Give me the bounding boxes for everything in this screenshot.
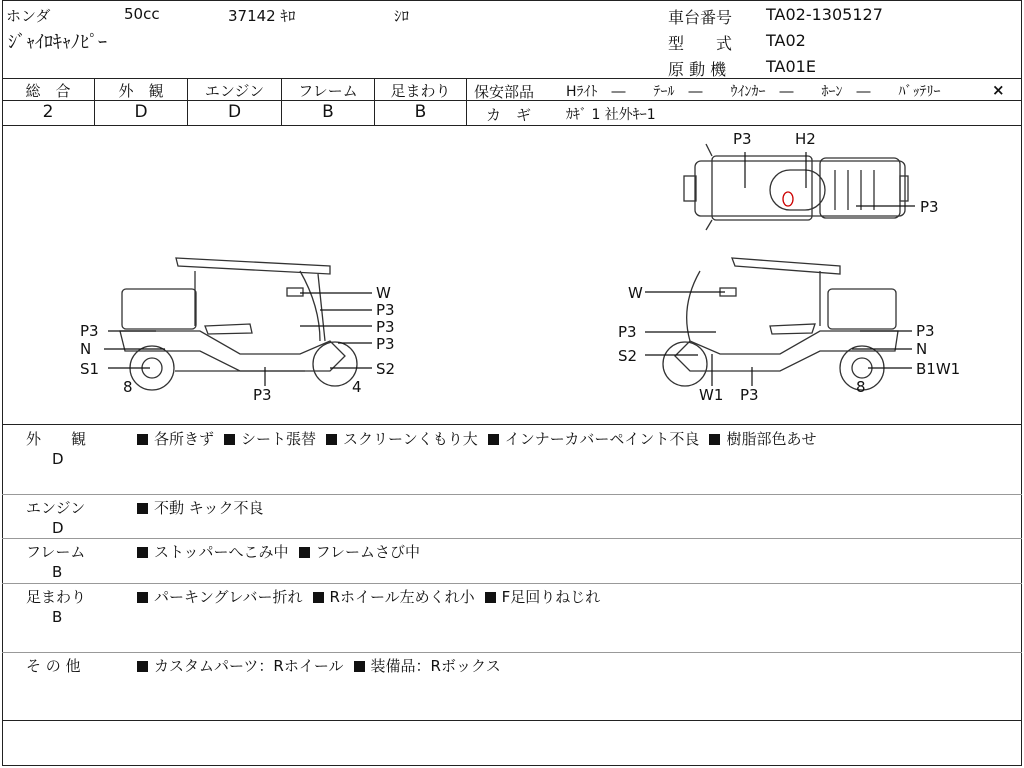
label-r-w1: W1 [699,386,724,404]
label-l-s1: S1 [80,360,100,378]
grade-engine: D [227,102,242,122]
note-item: 樹脂部色あせ [726,430,817,448]
label-r-p3a: P3 [618,323,637,341]
maker: ホンダ [6,7,51,25]
label-l-p3c: P3 [376,335,395,353]
key-value: ｶｷﾞ 1 社外ｷｰ1 [566,107,656,123]
note-items [137,655,511,676]
bullet-square-icon [313,592,324,603]
grade-frame: B [322,102,334,122]
engine-model-label: 原 動 機 [668,60,727,79]
battery-mark: × [992,81,1005,99]
type-value: TA02 [766,31,806,50]
bullet-square-icon [326,434,337,445]
note-grade: D [52,519,64,537]
label-r-b1w1: B1W1 [916,360,961,378]
grade-header-exterior: 外 観 [118,82,164,100]
note-category: 外 観 [26,430,87,448]
bullet-square-icon [137,592,148,603]
bullet-square-icon [299,547,310,558]
chassis-value: TA02-1305127 [766,5,883,24]
note-item: F足回りねじれ [501,588,601,606]
divider [2,78,1022,79]
note-item: シート張替 [241,430,317,448]
mileage: 37142 ｷﾛ [228,7,296,25]
note-item: スクリーンくもり大 [343,430,478,448]
label-l-p3b: P3 [376,318,395,336]
grade-header-engine: エンジン [204,82,265,100]
label-r-p3c: P3 [916,322,935,340]
label-top-p3: P3 [733,130,752,148]
note-grade: B [52,563,63,581]
label-l-s2: S2 [376,360,396,378]
safety-items: Hﾗｲﾄ ― ﾃｰﾙ ― ｳｲﾝｶｰ ― ﾎｰﾝ ― ﾊﾞｯﾃﾘｰ [566,84,941,100]
label-top-h2: H2 [795,130,816,148]
engine-model-value: TA01E [766,57,816,76]
bullet-square-icon [137,434,148,445]
body-color: ｼﾛ [394,7,410,25]
label-l-p3e: P3 [253,386,272,404]
label-r-w: W [628,284,643,302]
bullet-square-icon [354,661,365,672]
note-item: パーキングレバー折れ [154,588,303,606]
note-item: 各所きず [154,430,215,448]
label-l-8: 8 [123,378,133,396]
note-items [137,428,826,449]
note-item: Rホイール左めくれ小 [329,588,475,606]
chassis-label: 車台番号 [668,8,733,27]
note-category: 足まわり [26,588,87,606]
displacement: 50cc [124,5,160,23]
label-r-s2: S2 [618,347,638,365]
grade-suspension: B [414,102,427,122]
note-item: フレームさび中 [315,543,420,561]
grade-total: 2 [42,102,54,122]
divider [2,424,1022,425]
diagram-labels [80,130,960,404]
grade-header-frame: フレーム [298,82,358,100]
bullet-square-icon [485,592,496,603]
divider [2,583,1022,584]
divider [2,720,1022,721]
grade-header-total: 総 合 [25,82,71,100]
divider [2,652,1022,653]
label-l-4: 4 [352,378,362,396]
label-r-n: N [916,340,928,358]
bullet-square-icon [224,434,235,445]
note-item: カスタムパーツ：Rホイール [154,657,344,675]
note-item: 不動 キック不良 [154,499,264,517]
note-grade: B [52,608,63,626]
label-l-p3a: P3 [376,301,395,319]
key-label: カ ギ [486,106,532,124]
label-l-n: N [80,340,92,358]
grade-header-suspension: 足まわり [390,82,451,100]
note-items [137,497,273,518]
model-name: ｼﾞｬｲﾛｷｬﾉﾋﾟｰ [8,32,107,53]
note-item: インナーカバーペイント不良 [504,430,700,448]
grade-exterior: D [134,102,148,122]
label-l-w: W [376,284,391,302]
safety-label: 保安部品 [474,83,535,101]
bullet-square-icon [137,547,148,558]
note-category: エンジン [26,499,86,517]
note-item: ストッパーへこみ中 [154,543,289,561]
label-r-8: 8 [856,378,866,396]
right-side-scooter [663,258,898,390]
label-r-p3b: P3 [740,386,759,404]
type-label: 型 式 [668,34,733,53]
damage-diagram [0,126,1024,424]
bullet-square-icon [137,661,148,672]
divider [2,494,1022,495]
note-category: フレーム [26,543,86,561]
divider [2,538,1022,539]
note-grade: D [52,450,64,468]
note-item: 装備品：Rボックス [370,657,501,675]
note-category: そ の 他 [26,657,81,675]
bullet-square-icon [709,434,720,445]
bullet-square-icon [488,434,499,445]
note-items [137,586,610,607]
divider [466,78,467,125]
bullet-square-icon [137,503,148,514]
left-side-scooter [120,258,357,390]
label-l-p3d: P3 [80,322,99,340]
top-view-scooter [684,144,908,230]
note-items [137,541,430,562]
label-top-p3-2: P3 [920,198,939,216]
